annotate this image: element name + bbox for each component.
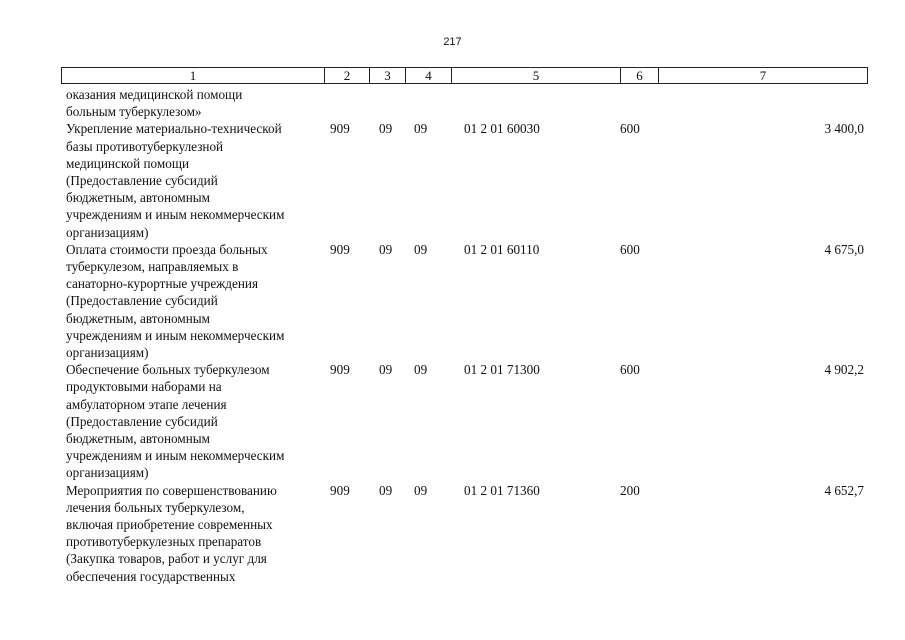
header-col-7: 7 (759, 68, 767, 83)
description-line: базы противотуберкулезной (66, 138, 224, 154)
description-line: (Предоставление субсидий (66, 173, 218, 189)
description-line: оказания медицинской помощи (66, 87, 243, 102)
page-number: 217 (443, 36, 462, 48)
description-line: включая приобретение современных (66, 517, 273, 533)
row-target-article: 01 2 01 71300 (464, 362, 540, 378)
description-line: организациям) (66, 465, 149, 481)
description-line: учреждениям и иным некоммерческим (66, 448, 285, 464)
row-section: 09 (379, 241, 393, 257)
row-subsection: 09 (414, 362, 428, 378)
row-admin-code: 909 (330, 362, 350, 378)
header-col-5: 5 (452, 68, 621, 83)
row-expense-type: 600 (620, 241, 640, 257)
table-row (61, 241, 868, 361)
description-line: организациям) (66, 345, 149, 361)
table-body (61, 86, 868, 585)
row-section: 09 (379, 482, 393, 498)
row-subsection: 09 (414, 121, 428, 137)
row-description (61, 482, 324, 585)
header-col-3: 3 (370, 68, 406, 83)
row-target-article: 01 2 01 60110 (464, 241, 540, 257)
table-row (61, 86, 868, 120)
description-line: бюджетным, автономным (66, 190, 210, 206)
table-row (61, 120, 868, 240)
description-line: туберкулезом, направляемых в (66, 259, 239, 275)
row-amount: 3 400,0 (824, 121, 864, 137)
description-line: учреждениям и иным некоммерческим (66, 207, 285, 223)
row-admin-code: 909 (330, 482, 350, 498)
row-description (61, 361, 324, 481)
row-amount: 4 902,2 (824, 362, 864, 378)
header-col-1: 1 (62, 68, 325, 83)
row-section: 09 (379, 362, 393, 378)
row-admin-code: 909 (330, 121, 350, 137)
description-line: Мероприятия по совершенствованию (66, 482, 277, 498)
row-description (61, 86, 324, 120)
header-col-2: 2 (325, 68, 370, 83)
row-admin-code: 909 (330, 241, 350, 257)
row-section: 09 (379, 121, 393, 137)
description-line: (Закупка товаров, работ и услуг для (66, 551, 267, 567)
description-line: бюджетным, автономным (66, 310, 210, 326)
row-target-article: 01 2 01 60030 (464, 121, 540, 137)
row-subsection: 09 (414, 482, 428, 498)
row-amount: 4 652,7 (824, 482, 864, 498)
description-line: бюджетным, автономным (66, 431, 210, 447)
row-description (61, 241, 324, 361)
row-subsection: 09 (414, 241, 428, 257)
description-line: Оплата стоимости проезда больных (66, 241, 268, 257)
description-line: противотуберкулезных препаратов (66, 534, 262, 550)
description-line: продуктовыми наборами на (66, 379, 222, 395)
header-col-4: 4 (406, 68, 452, 83)
description-line: Обеспечение больных туберкулезом (66, 362, 270, 378)
row-expense-type: 600 (620, 121, 640, 137)
description-line: санаторно-курортные учреждения (66, 276, 259, 292)
header-col-6: 6 (621, 68, 659, 83)
description-line: (Предоставление субсидий (66, 293, 218, 309)
description-line: обеспечения государственных (66, 568, 236, 584)
description-line: (Предоставление субсидий (66, 413, 218, 429)
description-line: лечения больных туберкулезом, (66, 499, 245, 515)
description-line: организациям) (66, 224, 149, 240)
description-line: Укрепление материально-технической (66, 121, 282, 137)
table-row (61, 361, 868, 481)
row-description (61, 120, 324, 240)
description-line: амбулаторном этапе лечения (66, 396, 227, 412)
table-header (61, 67, 868, 84)
description-line: медицинской помощи (66, 155, 190, 171)
row-expense-type: 600 (620, 362, 640, 378)
description-line: больным туберкулезом» (66, 104, 202, 120)
row-target-article: 01 2 01 71360 (464, 482, 540, 498)
table-row (61, 482, 868, 585)
row-amount: 4 675,0 (824, 241, 864, 257)
description-line: учреждениям и иным некоммерческим (66, 327, 285, 343)
row-expense-type: 200 (620, 482, 640, 498)
